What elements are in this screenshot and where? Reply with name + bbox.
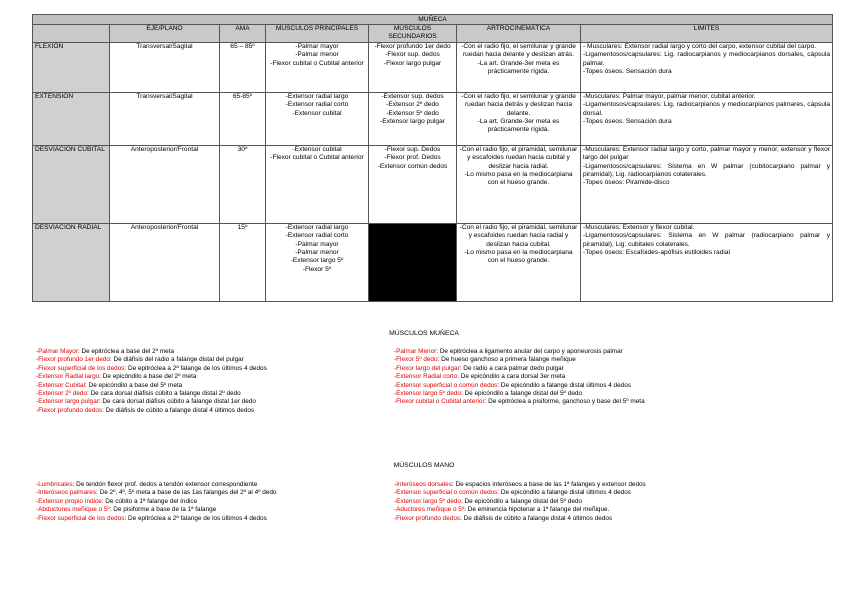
limit-item: -Ligamentosos/capsulares: Sistema en W palmar (cubitocarpiano palmar y piramidal), Lig. radiocarpianos colaterales. — [583, 162, 830, 179]
header-ama: AMA — [220, 25, 266, 43]
artro-item: -Con el radio fijo, el semilunar y grande ruedan hacia delante y deslizan atrás. — [461, 42, 576, 59]
limit-item: -Ligamentosos/capsulares: Lig. radiocarpianos y mediocarpianos dorsales, cápsula palmar. — [583, 51, 830, 67]
list-item: -Interóseos palmares: De 2º, 4º, 5º meta a base de las 1as falanges del 2º al 4º dedo — [36, 489, 277, 497]
limit-item: - Musculares: Extensor radial largo y corto del carpo, extensor cubital del carpo. — [583, 42, 817, 50]
muscle-item: -Flexor profundo 1er dedo — [374, 42, 451, 50]
artro-item: -Lo mismo pasa en la mediocarpiana con el hueso grande. — [464, 249, 573, 265]
list-item: -Palmar Menor: De epitróclea a ligamento anular del carpo y aponeurosis palmar — [394, 348, 623, 355]
limit-item: -Musculares: Extensor radial largo y corto, palmar mayor y menor, extensor y flexor largo del pulgar — [583, 145, 830, 162]
muscle-item: -Extensor común dedos — [377, 162, 448, 170]
row-label: DESVIACION RADIAL — [33, 223, 110, 301]
hand-muscles-title: MÚSCULOS MANO — [393, 462, 455, 469]
list-item: -Flexor cubital o Cubital anterior: De epitróclea a pisiforme, ganchoso y base del 5º meta — [394, 398, 645, 406]
list-item: -Extensor Cubital: De epicóndilo a base del 5º meta — [36, 381, 183, 389]
list-item: -Flexor largo del pulgar: De radio a cara palmar dedo pulgar — [394, 364, 564, 372]
list-item: -Extensor propio índice: De cúbito a 1ª falange del índice — [36, 497, 198, 505]
eje-cell: Anteroposterior/Frontal — [110, 223, 220, 301]
list-item: -Extensor largo 5º dedo: De epicóndilo a falange distal del 5º dedo — [394, 390, 583, 398]
table-title: MUÑECA — [33, 15, 833, 25]
muscle-item: -Flexor cubital o Cubital anterior — [270, 59, 364, 67]
list-item: -Extensor largo 5º dedo: De epicóndilo a falange distal del 5º dedo — [394, 497, 583, 505]
list-item: -Flexor 5º dedo: De hueso ganchoso a primera falange meñique — [394, 356, 576, 364]
list-item: -Extensor Radial largo: De epicóndilo a base del 2º meta — [36, 373, 197, 381]
limit-item: -Musculares: Palmar mayor, palmar menor, cubital anterior. — [583, 92, 756, 100]
list-item: -Interóseos dorsales: De espacios interóseos a base de las 1ª falanges y extensor dedos — [394, 481, 646, 488]
header-eje: EJE/PLANO — [110, 25, 220, 43]
eje-cell: Transversal/Sagital — [110, 42, 220, 92]
artro-cell — [457, 145, 581, 223]
list-item: -Extensor 2º dedo: De cara dorsal diáfisis cúbito a falange distal 2º dedo — [36, 390, 241, 398]
limit-item: -Ligamentosos/capsulares: Lig. radiocarpianos y mediocarpianos palmares, cápsula dorsal. — [583, 101, 830, 117]
muscle-item: -Flexor cubital o Cubital anterior — [270, 154, 364, 162]
muscle-item: -Extensor 5º dedo — [386, 109, 439, 117]
principales-cell — [266, 42, 369, 92]
artro-item: -Con el radio fijo, el piramidal, semilunar y escafoides ruedan hacia cubital y deslizar hacia radial. — [459, 145, 578, 170]
list-item: -Extensor superficial o común dedos: De epicóndilo a falange distal últimos 4 dedos — [394, 381, 631, 389]
limites-cell — [581, 42, 833, 92]
muscle-item: -Extensor largo pulgar — [380, 118, 445, 126]
muscle-item: -Extensor cubital — [292, 145, 342, 153]
hand-muscles-right — [394, 481, 646, 523]
list-item: -Flexor profundo 1er dedo: De diáfisis del radio a falange distal del pulgar — [36, 356, 244, 364]
row-label: FLEXIÓN — [33, 42, 110, 92]
limit-item: -Topes óseos: Escafoides-apófisis estiloides radial — [583, 249, 730, 257]
header-artro: ARTROCINEMÁTICA — [457, 25, 581, 43]
wrist-muscles-right — [394, 348, 645, 407]
list-item: -Extensor largo pulgar: De cara dorsal diáfisis cúbito a falange distal 1er dedo — [36, 398, 256, 406]
secundarios-cell — [369, 145, 457, 223]
header-limites: LIMITES — [581, 25, 833, 43]
limit-item: -Topes óseos. Sensación dura — [583, 68, 672, 76]
header-corner — [33, 25, 110, 43]
muscle-item: -Extensor radial corto — [285, 232, 349, 240]
table-row — [33, 42, 833, 92]
muscle-item: -Flexor largo pulgar — [383, 59, 442, 67]
artro-cell — [457, 92, 581, 145]
list-item: -Abductores meñique o 5º: De pisiforme a base de la 1ª falange — [36, 506, 217, 514]
list-item: -Flexor profundo dedos: De diáfisis de cúbito a falange distal 4 últimos dedos — [394, 514, 613, 522]
limites-cell — [581, 92, 833, 145]
list-item: -Extensor superficial o común dedos: De epicóndilo a falange distal últimos 4 dedos — [394, 489, 631, 497]
limites-cell — [581, 223, 833, 301]
ama-cell: 15º — [220, 223, 266, 301]
muscle-item: -Flexor 5º — [302, 265, 332, 273]
secundarios-cell — [369, 42, 457, 92]
table-row — [33, 223, 833, 301]
list-item: -Lumbricales: De tendón flexor prof. dedos a tendón extensor correspondiente — [36, 481, 258, 488]
muscle-item: -Extensor radial largo — [285, 92, 349, 100]
muscle-item: -Extensor 2º dedo — [386, 101, 439, 109]
muscle-item: -Flexor sup. dedos — [385, 51, 440, 59]
table-row — [33, 145, 833, 223]
muscle-item: -Extensor sup. dedos — [381, 92, 444, 100]
eje-cell: Transversal/Sagital — [110, 92, 220, 145]
secundarios-cell-empty — [369, 223, 457, 301]
artro-item: -Lo mismo pasa en la mediocarpiana con el hueso grande. — [464, 171, 573, 187]
hand-muscles-left — [36, 481, 276, 523]
ama-cell: 65 – 85º — [220, 42, 266, 92]
table-header-row — [33, 25, 833, 43]
muscle-item: -Palmar mayor — [295, 240, 339, 248]
artro-item: -La art. Grande-3er meta es prácticamente rígida. — [477, 59, 560, 76]
principales-cell — [266, 223, 369, 301]
artro-item: -Con el radio fijo, el semilunar y grande ruedan hacia detrás y deslizan hacia delante. — [461, 92, 576, 117]
list-item: -Flexor superficial de los dedos: De epitróclea a 2ª falange de los últimos 4 dedos — [36, 364, 267, 372]
muscle-item: -Palmar mayor — [295, 42, 339, 50]
muscle-item: -Flexor prof. Dedos — [384, 154, 441, 162]
artro-cell — [457, 42, 581, 92]
list-item: -Flexor superficial de los dedos: De epitróclea a 2ª falange de los últimos 4 dedos — [36, 514, 267, 522]
principales-cell — [266, 92, 369, 145]
wrist-muscles-title: MÚSCULOS MUÑECA — [389, 330, 459, 337]
header-secundarios: MÚSCULOS SECUNDARIOS — [369, 25, 457, 43]
muscle-item: -Flexor sup. Dedos — [384, 145, 441, 153]
limit-item: -Topes óseos. Sensación dura — [583, 118, 672, 126]
muscle-item: -Extensor largo 5º — [290, 257, 344, 265]
limit-item: -Topes óseos: Piramide-disco — [583, 179, 670, 187]
muscle-item: -Palmar menor — [295, 249, 339, 257]
limit-item: -Musculares: Extensor y flexor cubital. — [583, 223, 695, 231]
secundarios-cell — [369, 92, 457, 145]
list-item: -Flexor profundo dedos: De diáfisis de cúbito a falange distal 4 últimos dedos — [36, 406, 255, 414]
list-item: -Palmar Mayor: De epitróclea a base del 2º meta — [36, 348, 175, 355]
list-item: -Aductores meñique o 5º: De eminencia hipotenar a 1ª falange del meñique. — [394, 506, 610, 514]
principales-cell — [266, 145, 369, 223]
artro-item: -Con el radio fijo, el piramidal, semilunar y escafoides ruedan hacia radial y deslizan hacia cubital. — [459, 223, 578, 248]
list-item: -Extensor Radial corto: De epicóndilo a cara dorsal 3er meta — [394, 373, 566, 381]
muscle-item: -Extensor cubital — [292, 109, 342, 117]
ama-cell: 65-85º — [220, 92, 266, 145]
limites-cell — [581, 145, 833, 223]
artro-item: -La art. Grande-3er meta es prácticamente rígida. — [477, 118, 560, 134]
header-principales: MUSCULOS PRINCIPALES — [266, 25, 369, 43]
muscle-item: -Extensor radial corto — [285, 101, 349, 109]
table-row — [33, 92, 833, 145]
muscle-item: -Palmar menor — [295, 51, 339, 59]
eje-cell: Anteroposterior/Frontal — [110, 145, 220, 223]
wrist-table — [32, 14, 833, 302]
ama-cell: 30º — [220, 145, 266, 223]
wrist-muscles-left — [36, 348, 267, 415]
muscle-item: -Extensor radial largo — [285, 223, 349, 231]
row-label: EXTENSIÓN — [33, 92, 110, 145]
row-label: DESVIACION CUBITAL — [33, 145, 110, 223]
artro-cell — [457, 223, 581, 301]
limit-item: -Ligamentosos/capsulares: Sistema en W palmar (radiocarpiano palmar y piramidal), Lig. cubitales colaterales. — [583, 232, 830, 248]
